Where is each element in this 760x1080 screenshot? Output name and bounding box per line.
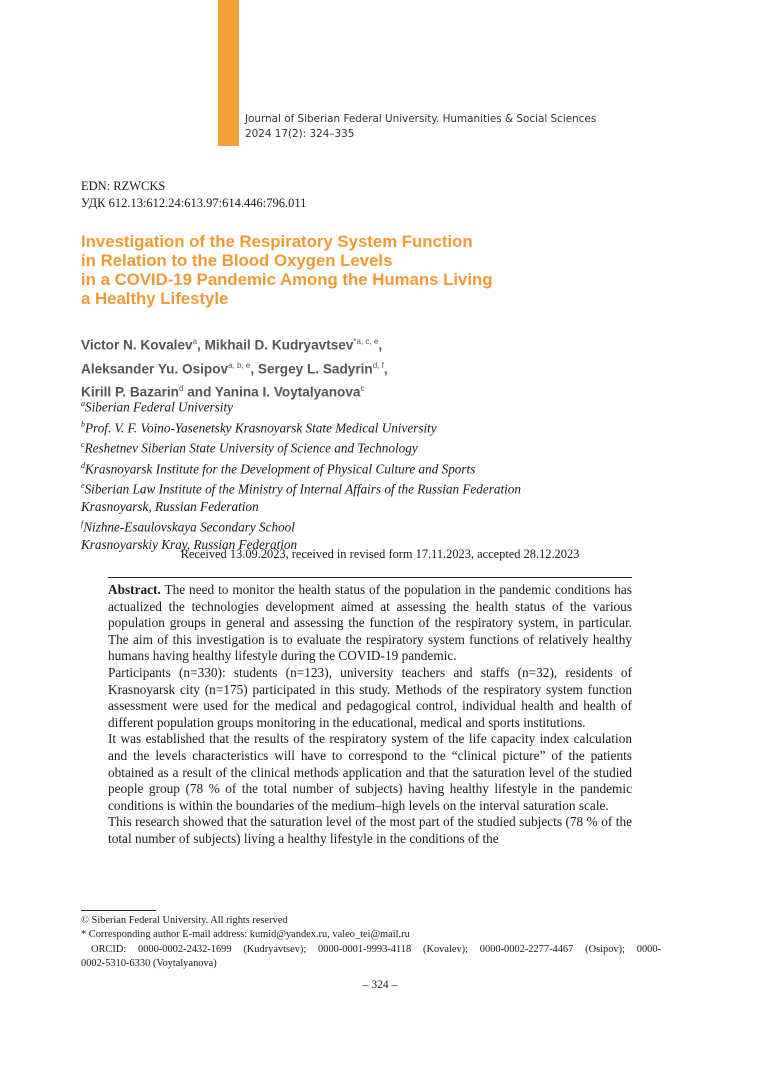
page-number: – 324 – bbox=[362, 979, 398, 991]
affiliation-item bbox=[81, 498, 521, 515]
affiliation-location: Krasnoyarskiy Kray, Russian Federation bbox=[81, 536, 298, 552]
corresponding-author: * Corresponding author E-mail address: kumid@yandex.ru, valeo_tei@mail.ru bbox=[81, 929, 410, 941]
affiliation-location: Krasnoyarsk, Russian Federation bbox=[81, 498, 259, 514]
article-identifiers bbox=[81, 178, 306, 212]
author-name: Victor N. Kovalev bbox=[81, 337, 193, 353]
abstract-divider bbox=[108, 577, 632, 578]
affiliation-text: Nizhne-Esaulovskaya Secondary School bbox=[83, 519, 295, 535]
title-line: a Healthy Lifestyle bbox=[81, 289, 229, 308]
abstract-paragraph: It was established that the results of the respiratory system of the life capacity index calculation and the levels characteristics will have to correspond to the “clinical picture” of the patients obtained as a result of the clinical methods application and that the saturation level of the studied people group (78 % of the total number of subjects) having healthy lifestyle in the pandemic conditions is within the boundaries of the medium–high levels on the interval saturation scale. bbox=[108, 731, 632, 813]
affiliation-item bbox=[81, 416, 521, 437]
author-line: Aleksander Yu. Osipov$^{a, b, e}$, Sergey L. Sadyrin$^{d, f}$, bbox=[81, 360, 388, 377]
author-affil-mark: a, b, e bbox=[228, 360, 251, 370]
abstract-paragraph: This research showed that the saturation level of the most part of the studied subjects (78 % of the total number of subjects) living a healthy lifestyle in the conditions of the bbox=[108, 814, 632, 846]
affiliation-item bbox=[81, 457, 521, 478]
orcid-list: ORCID: 0000-0002-2432-1699 (Kudryavtsev); 0000-0001-9993-4118 (Kovalev); 0000-0002-2277-4467 (Osipov); 0000- bbox=[91, 943, 661, 955]
udk-code: УДК 612.13:612.24:613.97:614.446:796.011 bbox=[81, 196, 307, 210]
title-line: Investigation of the Respiratory System Function bbox=[81, 232, 473, 251]
author-name: Kirill P. Bazarin bbox=[81, 384, 179, 400]
author-affil-mark: d bbox=[178, 384, 184, 394]
affiliation-text: Siberian Federal University bbox=[85, 399, 233, 415]
abstract-label: Abstract. bbox=[108, 582, 161, 597]
footnotes bbox=[81, 914, 661, 971]
affiliation-item bbox=[81, 477, 521, 498]
received-dates: Received 13.09.2023, received in revised form 17.11.2023, accepted 28.12.2023 bbox=[180, 547, 580, 561]
abstract bbox=[108, 582, 632, 848]
author-affil-mark: d, f bbox=[372, 360, 384, 370]
author-connector: and bbox=[187, 384, 212, 400]
affiliation-item bbox=[81, 395, 521, 416]
affiliation-mark: f bbox=[81, 519, 84, 529]
author-name: Sergey L. Sadyrin bbox=[257, 361, 373, 377]
affiliation-text: Krasnoyarsk Institute for the Development of Physical Culture and Sports bbox=[85, 461, 476, 477]
author-line: Victor N. Kovalev$^a$, Mikhail D. Kudryavtsev$^{*a, c, e}$, bbox=[81, 337, 383, 353]
journal-accent-bar bbox=[218, 0, 239, 146]
affiliation-mark: c bbox=[81, 440, 85, 450]
author-list bbox=[81, 332, 388, 403]
affiliation-text: Reshetnev Siberian State University of Science and Technology bbox=[84, 440, 418, 456]
affiliation-mark: d bbox=[81, 460, 85, 470]
affiliation-mark: a bbox=[81, 399, 85, 408]
author-affil-mark: a bbox=[192, 337, 198, 346]
footnote-divider bbox=[81, 910, 156, 911]
author-name: Mikhail D. Kudryavtsev bbox=[204, 337, 354, 353]
affiliation-mark: b bbox=[81, 419, 85, 429]
author-name: Aleksander Yu. Osipov bbox=[81, 361, 229, 377]
edn-code: EDN: RZWCKS bbox=[81, 179, 166, 193]
author-affil-mark: c bbox=[360, 384, 365, 394]
author-affil-mark: *a, c, e bbox=[353, 337, 379, 346]
affiliation-list bbox=[81, 395, 521, 553]
author-name: Yanina I. Voytalyanova bbox=[214, 384, 361, 400]
orcid-list-continued: 0002-5310-6330 (Voytalyanova) bbox=[81, 957, 217, 969]
journal-issue: 2024 17(2): 324–335 bbox=[245, 128, 355, 140]
affiliation-text: Prof. V. F. Voino-Yasenetsky Krasnoyarsk State Medical University bbox=[85, 419, 437, 435]
title-line: in Relation to the Blood Oxygen Levels bbox=[81, 251, 393, 270]
affiliation-item bbox=[81, 515, 521, 536]
affiliation-item bbox=[81, 436, 521, 457]
affiliation-mark: e bbox=[81, 481, 85, 491]
journal-name: Journal of Siberian Federal University. Humanities & Social Sciences bbox=[245, 113, 597, 125]
article-title bbox=[81, 232, 601, 308]
abstract-paragraph bbox=[108, 582, 632, 665]
abstract-text: The need to monitor the health status of the population in the pandemic conditions has actualized the technologies development aimed at assessing the health status of the various population groups in general and assessing the function of the respiratory system, in particular. The aim of this investigation is to evaluate the respiratory system functions of relatively healthy humans having healthy lifestyle during the COVID-19 pandemic. bbox=[108, 582, 632, 664]
abstract-paragraph: Participants (n=330): students (n=123), university teachers and staffs (n=32), residents of Krasnoyarsk city (n=175) participated in this study. Methods of the respiratory system function assessment were used for the medical and pedagogical control, individual health and health of different population groups monitoring in the educational, medical and sports institutions. bbox=[108, 664, 632, 730]
affiliation-text: Siberian Law Institute of the Ministry of Internal Affairs of the Russian Federation bbox=[84, 481, 521, 497]
journal-header bbox=[245, 112, 596, 142]
title-line: in a COVID-19 Pandemic Among the Humans Living bbox=[81, 270, 493, 289]
copyright-notice: © Siberian Federal University. All rights reserved bbox=[81, 915, 288, 926]
